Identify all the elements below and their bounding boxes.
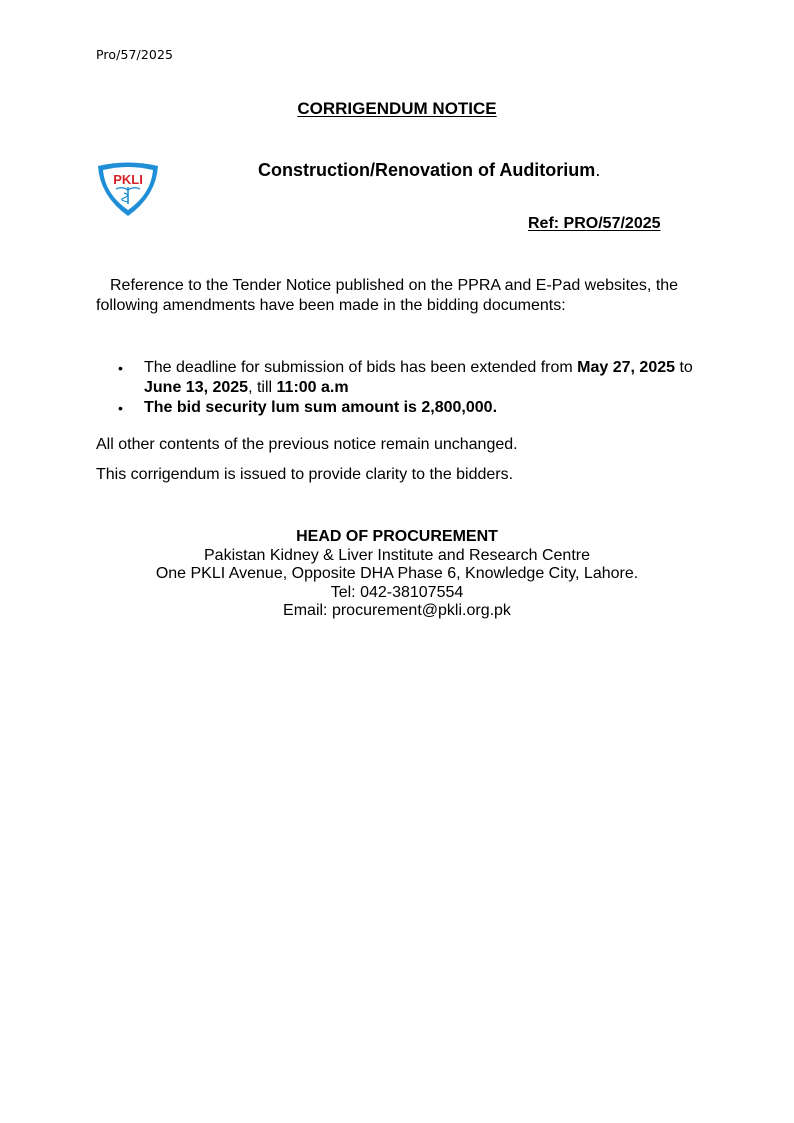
signature-block xyxy=(0,528,794,621)
tender-subject-text: Construction/Renovation of Auditorium xyxy=(258,160,596,180)
bid-security-text: The bid security lum sum amount is 2,800,000. xyxy=(144,399,498,416)
deadline-till-word: , till xyxy=(248,379,277,396)
intro-line-1: Reference to the Tender Notice published on the PPRA and E-Pad websites, the xyxy=(110,277,679,294)
tender-subject xyxy=(258,160,600,181)
deadline-text-prefix: The deadline for submission of bids has been extended from xyxy=(144,359,578,376)
new-deadline: June 13, 2025 xyxy=(144,379,249,396)
list-item xyxy=(96,358,706,398)
bullet-icon: • xyxy=(118,360,123,376)
intro-line-2: following amendments have been made in the bidding documents: xyxy=(96,297,566,314)
svg-text:PKLI: PKLI xyxy=(113,172,143,187)
list-item xyxy=(96,398,706,418)
organization-name: Pakistan Kidney & Liver Institute and Research Centre xyxy=(204,546,590,564)
pkli-shield-icon xyxy=(96,162,160,218)
telephone: Tel: 042-38107554 xyxy=(330,583,464,601)
deadline-time: 11:00 a.m xyxy=(276,379,349,396)
amendment-list xyxy=(96,358,706,418)
deadline-to-word: to xyxy=(675,359,693,376)
bullet-icon: • xyxy=(118,400,123,416)
pkli-logo xyxy=(96,162,160,218)
signatory-title: HEAD OF PROCUREMENT xyxy=(296,528,498,545)
document-number: Pro/57/2025 xyxy=(96,47,174,62)
reference-number: Ref: PRO/57/2025 xyxy=(528,215,661,232)
closing-line-clarity: This corrigendum is issued to provide clarity to the bidders. xyxy=(96,466,514,483)
old-deadline: May 27, 2025 xyxy=(577,359,676,376)
organization-address: One PKLI Avenue, Opposite DHA Phase 6, Knowledge City, Lahore. xyxy=(155,565,639,582)
email-address: Email: procurement@pkli.org.pk xyxy=(283,602,511,619)
closing-line-unchanged: All other contents of the previous notice remain unchanged. xyxy=(96,436,518,453)
intro-paragraph xyxy=(96,276,696,316)
page-title: CORRIGENDUM NOTICE xyxy=(297,99,497,118)
tender-subject-period: . xyxy=(595,160,601,180)
